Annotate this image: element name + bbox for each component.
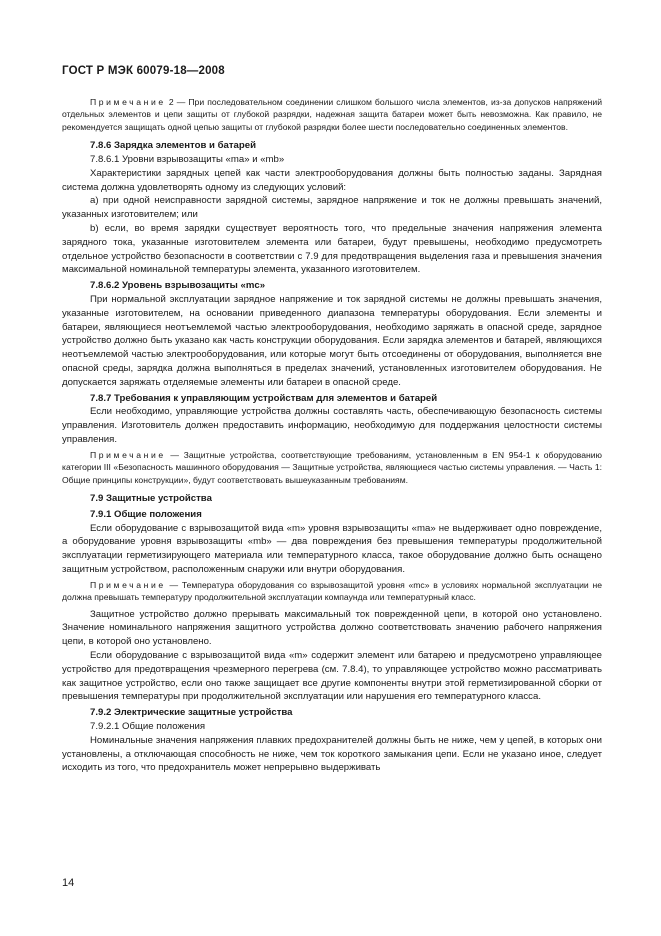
page-number: 14 — [62, 877, 75, 889]
paragraph: Если необходимо, управляющие устройства должны составлять часть, обеспечивающую безопасность системы управления. Изготовитель должен предоставить информацию, необходимую для поддержания целостности системы управления. — [62, 406, 602, 445]
paragraph: Защитное устройство должно прерывать максимальный ток поврежденной цепи, в которой оно установлено. Значение номинального напряжения защитного устройства должно соответствовать значению рабочего напряжения цепи, в которой оно установлено. — [62, 608, 602, 648]
paragraph: Если оборудование с взрывозащитой вида «m» содержит элемент или батарею и предусмотрено управляющее устройство для предотвращения чрезмерного перегрева (см. 7.8.4), то управляющее устройство можно рассматривать как защитное устройство, если оно также защищает все другие компоненты внутри этой герметизированной сборки от превышения температуры при продолжительной эксплуатации или нарушения его температурного класса. — [62, 649, 602, 703]
paragraph: а) при одной неисправности зарядной системы, зарядное напряжение и ток не должны превышать значений, указанных изготовителем; или — [62, 195, 602, 221]
document-header: ГОСТ Р МЭК 60079-18—2008 — [62, 65, 225, 77]
section-7-9-heading: 7.9 Защитные устройства — [90, 492, 212, 504]
section-7-9-2-1-heading: 7.9.2.1 Общие положения — [90, 720, 206, 732]
note — [62, 449, 602, 486]
note-text: — Температура оборудования со взрывозащитой уровня «mc» в условиях нормальной эксплуатации не должна превышать температуру продолжительной эксплуатации компаунда или температурный класс. — [62, 579, 602, 603]
note-text: 2 — При последовательном соединении слишком большого числа элементов, из-за допусков напряжений отдельных элементов и цепи защиты от глубокой разрядки, надежная защита батареи может быть невозможна. Как правило, не рекомендуется защищать одной цепью защиты от глубокой разрядки более шести последовательно соединенных элементов. — [62, 97, 602, 132]
section-7-8-6-2-heading: 7.8.6.2 Уровень взрывозащиты «mc» — [90, 280, 266, 292]
paragraph: При нормальной эксплуатации зарядное напряжение и ток зарядной системы не должны превышать значения, указанные изготовителем, на основании приведенного диапазона температуры оборудования. Если элементы и батареи, являющиеся неотъемлемой частью электрооборудования, необходимо заряжать в опасной среде, зарядное устройство должно быть указано как часть конструкции оборудования. Если зарядка элементов и батарей, являющихся неотъемлемой частью электрооборудования, или которые могут быть отсоединены от оборудования, выполняется вне опасной среды, зарядка должна выполняться в пределах значений, установленных изготовителем оборудования. Не допускается заряжать отделяемые элементы или батареи в опасной среде. — [62, 293, 602, 388]
paragraph: Если оборудование с взрывозащитой вида «m» уровня взрывозащиты «ma» не выдерживает одно повреждение, а оборудование уровня взрывозащиты «mb» — два повреждения без превышения температуры продолжительной эксплуатации герметизирующего материала или температурного класса, такое оборудование должно быть оснащено защитным устройством, расположенным снаружи или внутри оборудования. — [62, 522, 602, 575]
note-lead: Примечание — [90, 97, 166, 107]
paragraph: Характеристики зарядных цепей как части электрооборудования должны быть полностью заданы. Зарядная система должна удовлетворять одному из следующих условий: — [62, 167, 602, 193]
paragraph: b) если, во время зарядки существует вероятность того, что предельные значения напряжения элемента зарядного тока, указанные изготовителем элемента или батареи, будут превышены, необходимо предусмотреть отдельное устройство безопасности в соответствии с 7.9 для предотвращения выделения газа и превышения значения максимальной номинальной температуры элемента, указанного изготовителем. — [62, 223, 602, 276]
note-lead: Примечание — [90, 579, 166, 590]
section-7-8-6-1-heading: 7.8.6.1 Уровни взрывозащиты «ma» и «mb» — [90, 154, 285, 166]
note-2 — [62, 96, 602, 133]
note-lead: Примечание — [90, 449, 166, 460]
section-7-9-2-heading: 7.9.2 Электрические защитные устройства — [90, 707, 293, 719]
paragraph: Номинальные значения напряжения плавких предохранителей должны быть не ниже, чем у цепей, в которых они установлены, а отключающая способность не ниже, чем ток короткого замыкания цепи. Если не указано иное, следует исходить из того, что предохранитель может непрерывно выдерживать — [62, 734, 602, 774]
document-body — [62, 94, 602, 775]
section-7-8-7-heading: 7.8.7 Требования к управляющим устройствам для элементов и батарей — [90, 392, 438, 404]
note — [62, 579, 602, 604]
note-text: — Защитные устройства, соответствующие требованиям, установленным в EN 954-1 к оборудованию категории III «Безопасность машинного оборудования — Защитные устройства, являющиеся частью системы управления. — Часть 1: Общие принципы конструкции», будут соответствовать вышеуказанным требованиям. — [62, 449, 602, 485]
section-7-9-1-heading: 7.9.1 Общие положения — [90, 508, 202, 520]
section-7-8-6-heading: 7.8.6 Зарядка элементов и батарей — [90, 140, 256, 152]
